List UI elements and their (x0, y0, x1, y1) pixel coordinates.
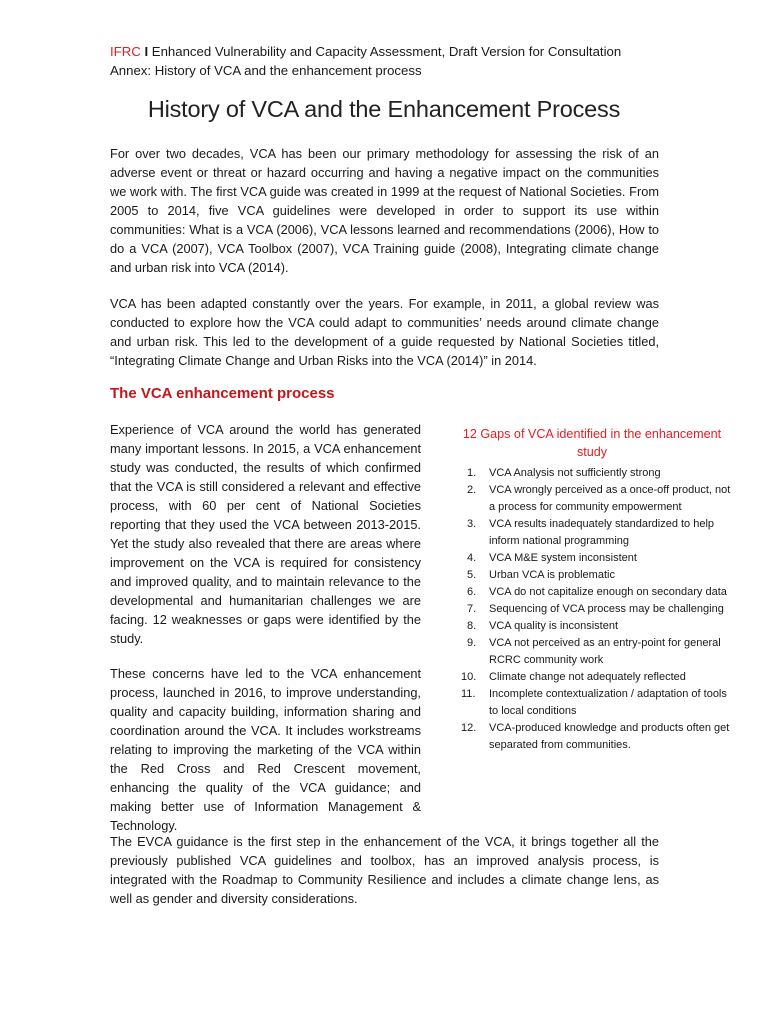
gap-text: VCA wrongly perceived as a once-off product, not a process for community empowerment (489, 484, 731, 513)
gaps-title: 12 Gaps of VCA identified in the enhancement study (462, 427, 722, 459)
gap-item (447, 635, 737, 669)
gap-text: Climate change not adequately reflected (489, 671, 686, 683)
gap-item (447, 567, 737, 584)
gap-number: 5. (467, 569, 477, 581)
gap-number: 6. (467, 586, 477, 598)
gap-item (447, 516, 737, 550)
gap-item (447, 720, 737, 754)
gap-text: VCA quality is inconsistent (489, 620, 619, 632)
gap-number: 11. (461, 688, 476, 700)
gap-item (447, 482, 737, 516)
gap-text: Urban VCA is problematic (489, 569, 615, 581)
gap-item (447, 465, 737, 482)
gap-text: Incomplete contextualization / adaptation of tools to local conditions (489, 688, 727, 717)
running-header (110, 42, 670, 80)
header-doc-title: Enhanced Vulnerability and Capacity Assessment, Draft Version for Consultation (151, 44, 622, 59)
header-org: IFRC (110, 44, 141, 59)
gap-item (447, 686, 737, 720)
gap-item (447, 584, 737, 601)
gap-item (447, 601, 737, 618)
gap-number: 9. (467, 637, 477, 649)
header-line-2: Annex: History of VCA and the enhancement process (110, 63, 422, 78)
gap-number: 4. (467, 552, 477, 564)
gap-number: 1. (467, 467, 477, 479)
gaps-list (447, 465, 737, 754)
gap-number: 8. (467, 620, 477, 632)
gap-text: VCA results inadequately standardized to help inform national programming (489, 518, 715, 547)
header-separator: I (140, 44, 152, 59)
gap-text: Sequencing of VCA process may be challenging (489, 603, 724, 615)
gap-number: 7. (467, 603, 477, 615)
gap-number: 2. (467, 484, 477, 496)
gap-text: VCA do not capitalize enough on secondary data (489, 586, 727, 598)
gap-text: VCA-produced knowledge and products often get separated from communities. (489, 722, 730, 751)
adapted-paragraph: VCA has been adapted constantly over the years. For example, in 2011, a global review was conducted to explore how the VCA could adapt to communities’ needs around climate change and urban risk. This led to the development of a guide requested by National Societies titled, “Integrating Climate Change and Urban Risks into the VCA (2014)” in 2014. (110, 296, 659, 368)
intro-paragraph: For over two decades, VCA has been our primary methodology for assessing the risk of an adverse event or threat or hazard occurring and having a negative impact on the communities we work with. The first VCA guide was created in 1999 at the request of National Societies. From 2005 to 2014, five VCA guidelines were developed in order to support its use within communities: What is a VCA (2006), VCA lessons learned and recommendations (2006), How to do a VCA (2007), VCA Toolbox (2007), VCA Training guide (2008), Integrating climate change and urban risk into VCA (2014). (110, 146, 659, 275)
gap-item (447, 550, 737, 567)
gap-number: 3. (467, 518, 477, 530)
enhancement-paragraph-2: These concerns have led to the VCA enhancement process, launched in 2016, to improve understanding, quality and capacity building, information sharing and coordination around the VCA. It includes workstreams relating to improving the marketing of the VCA within the Red Cross and Red Crescent movement, enhancing the quality of the VCA guidance; and making better use of Information Management & Technology. (110, 666, 421, 833)
gap-text: VCA Analysis not sufficiently strong (489, 467, 661, 479)
header-line-1 (110, 42, 670, 61)
gap-item (447, 669, 737, 686)
gap-text: VCA M&E system inconsistent (489, 552, 637, 564)
enhancement-paragraph-1: Experience of VCA around the world has generated many important lessons. In 2015, a VCA enhancement study was conducted, the results of which confirmed that the VCA is still considered a relevant and effective process, with 60 per cent of National Societies reporting that they used the VCA between 2013-2015. Yet the study also revealed that there are areas where improvement on the VCA is required for consistency and improved quality, and to maintain relevance to the developmental and humanitarian challenges we are facing. 12 weaknesses or gaps were identified by the study. (110, 422, 421, 646)
gap-text: VCA not perceived as an entry-point for general RCRC community work (489, 637, 721, 666)
page-title: History of VCA and the Enhancement Process (147, 96, 621, 122)
section-heading: The VCA enhancement process (110, 385, 335, 402)
evca-paragraph: The EVCA guidance is the first step in the enhancement of the VCA, it brings together all the previously published VCA guidelines and toolbox, has an improved analysis process, is integrated with the Roadmap to Community Resilience and includes a climate change lens, as well as gender and diversity considerations. (110, 834, 659, 906)
gap-item (447, 618, 737, 635)
gaps-sidebar (447, 425, 737, 754)
gap-number: 12. (461, 722, 477, 734)
gap-number: 10. (461, 671, 477, 683)
